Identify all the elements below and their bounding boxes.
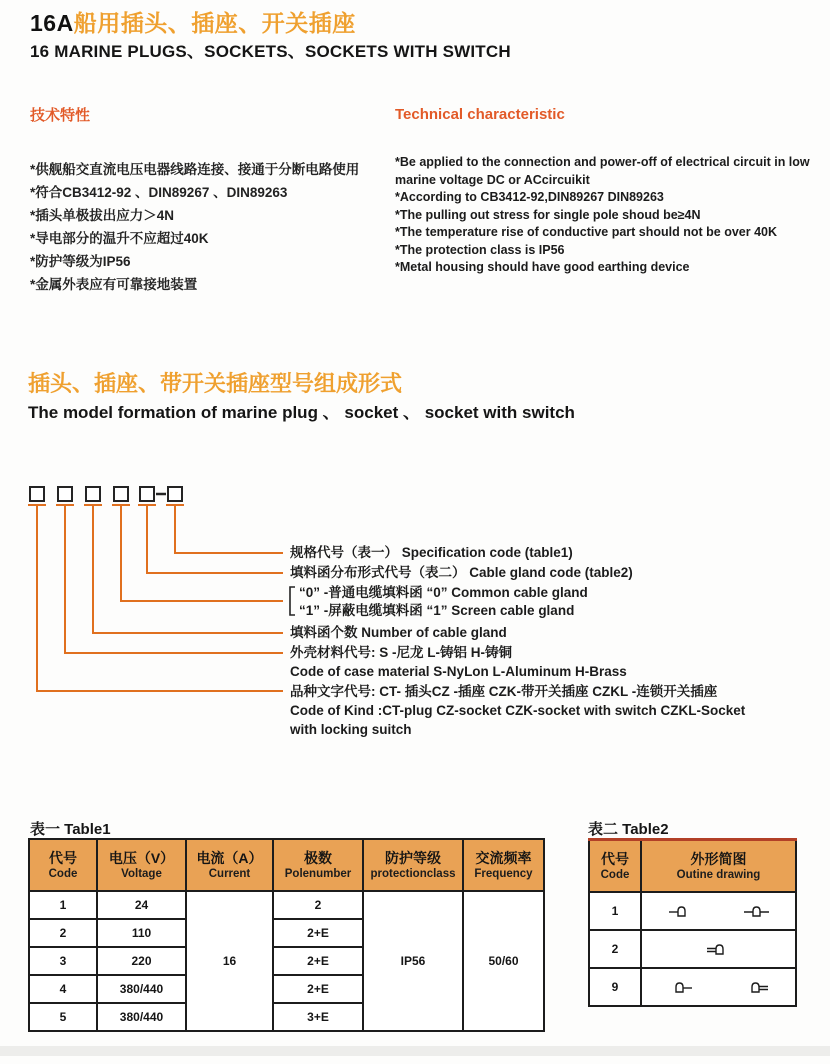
tech-heading-en: Technical characteristic bbox=[395, 106, 565, 123]
cell-pole: 2 bbox=[273, 891, 363, 919]
cell-voltage: 220 bbox=[97, 947, 186, 975]
diagram-label-gland-0: “0” -普通电缆填料函 “0” Common cable gland bbox=[299, 585, 588, 600]
cell-frequency-merged: 50/60 bbox=[463, 891, 544, 1031]
cell-code: 5 bbox=[29, 1003, 97, 1031]
cell-pole: 3+E bbox=[273, 1003, 363, 1031]
model-heading-cn: 插头、插座、带开关插座型号组成形式 bbox=[28, 371, 403, 396]
cell-outline-drawing bbox=[641, 892, 796, 930]
table-row bbox=[589, 968, 796, 1006]
table1-header-protectionclass: 防护等级 protectionclass bbox=[363, 839, 463, 891]
tech-item-cn: *插头单极拔出应力＞4N bbox=[30, 208, 175, 223]
page-header bbox=[30, 10, 511, 62]
cell-voltage: 380/440 bbox=[97, 975, 186, 1003]
tech-item-cn: *导电部分的温升不应超过40K bbox=[30, 231, 209, 246]
tech-heading-cn: 技术特性 bbox=[30, 107, 91, 124]
cell-pole: 2+E bbox=[273, 919, 363, 947]
page-title-english: 16 MARINE PLUGS、SOCKETS、SOCKETS WITH SWITCH bbox=[30, 42, 511, 61]
cell-outline-drawing bbox=[641, 930, 796, 968]
diagram-label-case-material-cn: 外壳材料代号: S -尼龙 L-铸铝 H-铸铜 bbox=[290, 645, 512, 660]
table1-header-code: 代号 Code bbox=[29, 839, 97, 891]
diagram-label-kind-en: Code of Kind :CT-plug CZ-socket CZK-socket with switch CZKL-Socket bbox=[290, 703, 746, 718]
page-bottom-strip bbox=[0, 1046, 830, 1056]
cell-voltage: 380/440 bbox=[97, 1003, 186, 1031]
tech-section-cn bbox=[30, 104, 385, 296]
table1-specifications bbox=[28, 838, 545, 1032]
cell-code: 4 bbox=[29, 975, 97, 1003]
diagram-label-gland-1: “1” -屏蔽电缆填料函 “1” Screen cable gland bbox=[299, 603, 575, 618]
cell-code: 1 bbox=[29, 891, 97, 919]
cell-protection-merged: IP56 bbox=[363, 891, 463, 1031]
title-prefix: 16A bbox=[30, 10, 74, 36]
outline-drawing-group bbox=[642, 942, 795, 957]
table2-header-outline: 外形简图 Outine drawing bbox=[641, 840, 796, 893]
cell-code: 1 bbox=[589, 892, 641, 930]
table2-outline-drawings bbox=[588, 838, 797, 1007]
table-row bbox=[589, 930, 796, 968]
cell-pole: 2+E bbox=[273, 947, 363, 975]
connector-lines-icon bbox=[28, 505, 283, 691]
table-row bbox=[29, 891, 544, 919]
tech-item-en: *Metal housing should have good earthing device bbox=[395, 260, 690, 274]
cell-current-merged: 16 bbox=[186, 891, 273, 1031]
tech-item-en: *According to CB3412-92,DIN89267 DIN89263 bbox=[395, 190, 664, 204]
diagram-label-specification: 规格代号（表一） Specification code (table1) bbox=[290, 545, 573, 560]
table2-header-code: 代号 Code bbox=[589, 840, 641, 893]
table1-header-current: 电流（A） Current bbox=[186, 839, 273, 891]
tech-item-en: *Be applied to the connection and power-off of electrical circuit in low marine voltage DC or ACcircuikit bbox=[395, 155, 810, 187]
tech-item-en: *The pulling out stress for single pole shoud be≥4N bbox=[395, 207, 701, 222]
model-heading-en: The model formation of marine plug 、 socket 、 socket with switch bbox=[28, 403, 575, 422]
table1-caption: 表一 Table1 bbox=[30, 821, 111, 838]
outline-drawing-group bbox=[642, 980, 795, 995]
model-formation-section bbox=[28, 372, 575, 423]
gland-line-both-icon bbox=[743, 904, 770, 919]
tech-list-cn bbox=[30, 158, 385, 296]
table1-header-row bbox=[29, 839, 544, 891]
diagram-label-gland-code: 填料函分布形式代号（表二） Cable gland code (table2) bbox=[290, 565, 633, 580]
gland-line-left-icon bbox=[667, 904, 694, 919]
tech-item-en: *The temperature rise of conductive part should not be over 40K bbox=[395, 225, 778, 239]
cell-code: 9 bbox=[589, 968, 641, 1006]
table1-header-voltage: 电压（V） Voltage bbox=[97, 839, 186, 891]
gland-line-right-icon bbox=[667, 980, 694, 995]
table2-header-row bbox=[589, 840, 796, 893]
cell-voltage: 110 bbox=[97, 919, 186, 947]
code-boxes-icon bbox=[30, 487, 182, 501]
diagram-label-gland-count: 填料函个数 Number of cable gland bbox=[290, 625, 507, 640]
title-chinese: 船用插头、插座、开关插座 bbox=[73, 10, 356, 36]
diagram-label-case-material-en: Code of case material S-NyLon L-Aluminum H-Brass bbox=[290, 664, 627, 679]
cell-code: 2 bbox=[29, 919, 97, 947]
tech-item-en: *The protection class is IP56 bbox=[395, 242, 565, 257]
tech-item-cn: *防护等级为IP56 bbox=[30, 254, 131, 269]
gland-double-left-icon bbox=[705, 942, 732, 957]
cell-code: 3 bbox=[29, 947, 97, 975]
diagram-label-kind-cn: 品种文字代号: CT- 插头CZ -插座 CZK-带开关插座 CZKL -连锁开关插座 bbox=[290, 684, 718, 699]
tech-section-en bbox=[395, 106, 815, 277]
tech-item-cn: *符合CB3412-92 、DIN89267 、DIN89263 bbox=[30, 185, 288, 200]
table1-header-frequency: 交流频率 Frequency bbox=[463, 839, 544, 891]
tech-item-cn: *供舰船交直流电压电器线路连接、接通于分断电路使用 bbox=[30, 162, 360, 177]
bracket-icon bbox=[290, 587, 295, 615]
gland-double-right-icon bbox=[743, 980, 770, 995]
table-row bbox=[589, 892, 796, 930]
cell-pole: 2+E bbox=[273, 975, 363, 1003]
table1-header-polenumber: 极数 Polenumber bbox=[273, 839, 363, 891]
tech-list-en bbox=[395, 154, 815, 277]
cell-outline-drawing bbox=[641, 968, 796, 1006]
outline-drawing-group bbox=[642, 904, 795, 919]
diagram-label-kind-en-cont: with locking suitch bbox=[290, 722, 412, 737]
cell-voltage: 24 bbox=[97, 891, 186, 919]
tech-item-cn: *金属外表应有可靠接地装置 bbox=[30, 277, 198, 292]
page-title bbox=[30, 10, 511, 36]
cell-code: 2 bbox=[589, 930, 641, 968]
table2-caption: 表二 Table2 bbox=[588, 821, 669, 838]
